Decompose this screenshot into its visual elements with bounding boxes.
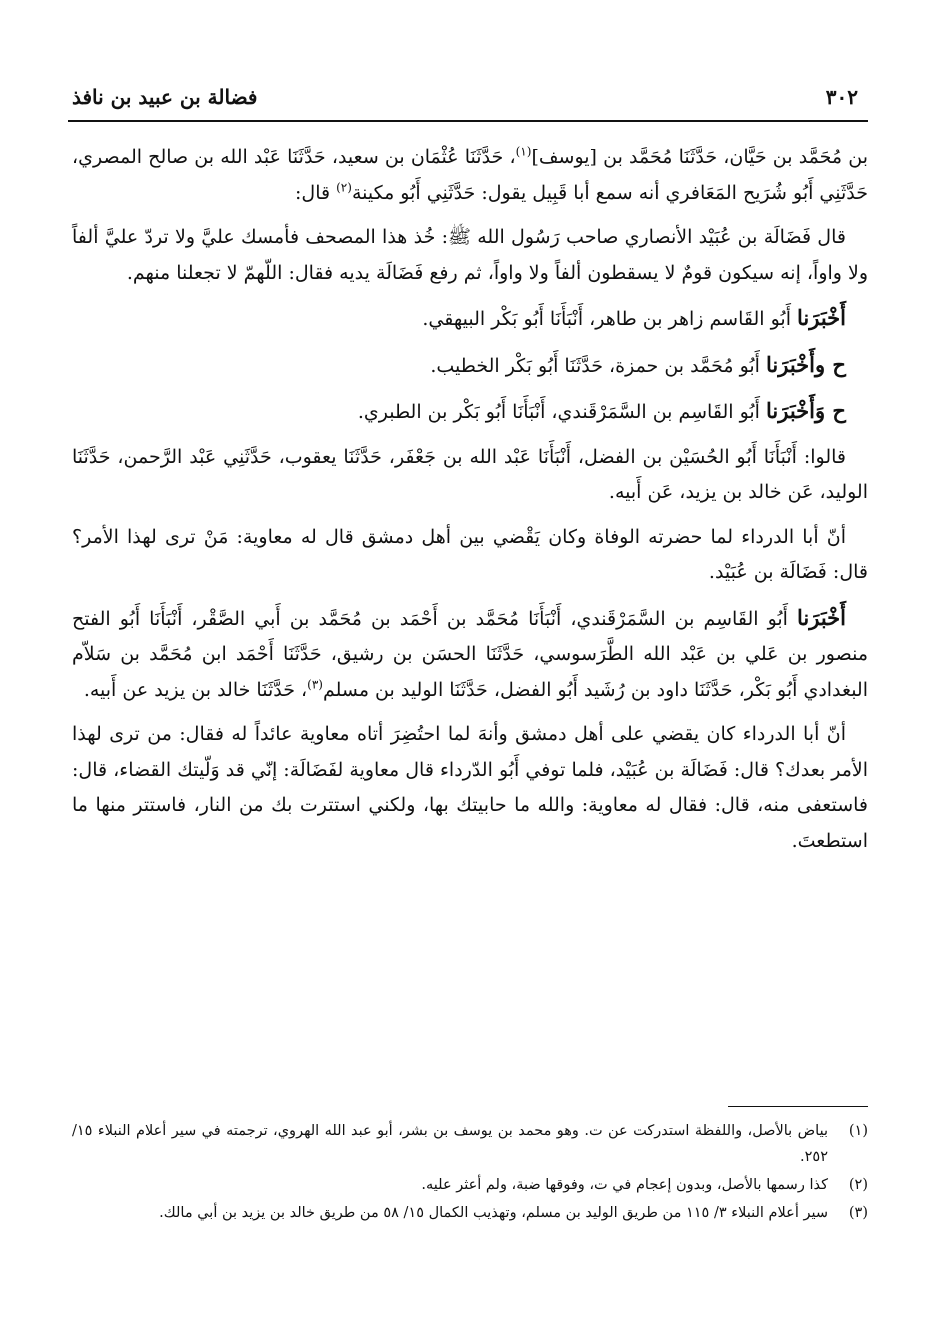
footnote-number: (٢) [848,1177,868,1193]
footnote-number: (٣) [848,1205,868,1221]
paragraph-6: قالوا: أَنْبَأَنَا أَبُو الحُسَيْن بن الفضل، أَنْبَأَنَا عَبْد الله بن جَعْفَر، حَدَّثَنَا يعقوب، حَدَّثَنِي عَبْد الرَّحمن، حَدَّثَنَا الوليد، عَن خالد بن يزيد، عَن أَبيه. [72,445,868,503]
footnote-divider [728,1106,868,1107]
isnad-lead: ح وَأَخْبَرَنا [766,398,846,423]
footnotes [72,1118,868,1228]
page-number: ٣٠٢ [825,85,858,109]
main-text [72,140,868,868]
running-title: فضالة بن عبيد بن نافذ [72,85,258,109]
isnad-lead: أَخْبَرَنا [797,604,846,630]
footnote-1 [72,1118,868,1170]
footnote-text: بياض بالأصل، واللفظة استدركت عن ت. وهو محمد بن يوسف بن بشر، أبو عبد الله الهروي، ترجمته في سير أعلام النبلاء ١٥/ ٢٥٢. [72,1123,828,1165]
paragraph-9: أنّ أبا الدرداء كان يقضي على أهل دمشق وأنهَ لما احتُضِرَ أتاه معاوية عائداً له فقال: من ترى لهذا الأمر بعدك؟ قال: فَضَالَة بن عُبَيْد، فلما توفي أَبُو الدّرداء قال معاوية لفَضَالَة: إنّي قد وَلّيتك القضاء، قال: فاستعفى منه، قال: فقال له معاوية: والله ما حابيتك بها، ولكني استترت بك من النار، فاستتر منها ما استطعتَ. [72,723,868,852]
footnote-ref-3: (٣) [307,677,323,692]
footnote-ref-1: (١) [515,144,532,159]
footnote-text: سير أعلام النبلاء ٣/ ١١٥ من طريق الوليد بن مسلم، وتهذيب الكمال ١٥/ ٥٨ من طريق خالد بن يزيد بن أبي مالك. [159,1205,828,1221]
footnote-ref-2: (٢) [336,180,352,195]
footnote-text: كذا رسمها بالأصل، وبدون إعجام في ت، وفوقها ضبة، ولم أعثر عليه. [421,1177,828,1193]
header-divider [68,120,868,122]
paragraph-4: ح وأَخْبَرَنا أَبُو مُحَمَّد بن حمزة، حَدَّثَنَا أَبُو بَكْر الخطيب. [430,351,846,377]
footnote-number: (١) [848,1123,868,1139]
isnad-lead: ح وأَخْبَرَنا [766,351,846,377]
paragraph-7: أنّ أبا الدرداء لما حضرته الوفاة وكان يَقْضي بين أهل دمشق قال له معاوية: مَنْ ترى لهذا الأمر؟ قال: فَضَالَة بن عُبَيْد. [72,525,868,583]
paragraph-8: أَخْبَرَنا أَبُو القَاسِم بن السَّمَرْقَندي، أَنْبَأَنَا مُحَمَّد بن أَحْمَد بن مُحَمَّد بن أَبي الصَّقْر، أَنْبَأَنَا أَبُو الفتح منصور بن عَلي بن عَبْد الله الطَّرَسوسي، حَدَّثَنَا الحسَن بن رشيق، حَدَّثَنَا أَحْمَد ابن مُحَمَّد بن سَلاّم البغدادي أَبُو بَكْر، حَدَّثَنَا داود بن رُشَيد أَبُو الفضل، حَدَّثَنَا الوليد بن مسلم$^{(٣)}$، حَدَّثَنَا خالد بن يزيد عن أَبيه. [72,604,868,701]
paragraph-5: ح وَأَخْبَرَنا أَبُو القَاسِم بن السَّمَرْقَندي، أَنْبَأَنَا أَبُو بَكْر بن الطبري. [357,398,846,423]
footnote-2 [72,1172,868,1198]
paragraph-1: بن مُحَمَّد بن حَيَّان، حَدَّثَنَا مُحَمَّد بن [يوسف]$^{(١)}$، حَدَّثَنَا عُثْمَان بن سعيد، حَدَّثَنَا عَبْد الله بن صالح المصري، حَدَّثَنِي أَبُو شُرَيح المَعَافري أنه سمع أبا قَبِيل يقول: حَدَّثَنِي أَبُو مكينة$^{(٢)}$ قال: [72,144,869,204]
page-header [72,80,858,114]
paragraph-3: أَخْبَرَنا أَبُو القَاسم زاهر بن طاهر، أَنْبَأَنَا أَبُو بَكْر البيهقي. [422,305,846,330]
paragraph-2: قال فَضَالَة بن عُبَيْد الأنصاري صاحب رَسُول الله ﷺ: خُذ هذا المصحف فأمسك عليَّ ولا تردّ عليَّ ألفاً ولا واواً، إنه سيكون قومٌ لا يسقطون ألفاً ولا واواً، ثم رفع فَضَالَة يديه فقال: اللّهمّ لا تجعلنا منهم. [72,226,868,284]
footnote-3 [72,1200,868,1226]
isnad-lead: أَخْبَرَنا [797,305,846,330]
